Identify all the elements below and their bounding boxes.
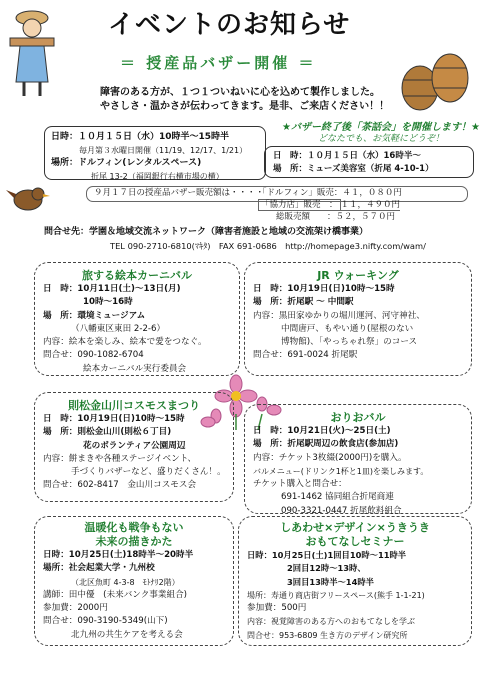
- sales-prefix: ９月１７日の授産品バザー販売額は・・・・: [94, 188, 265, 198]
- event-line: 2回目12時～13時、: [287, 563, 366, 574]
- event-line: 中間唐戸、もやい通り(屋根のない: [281, 323, 414, 334]
- sales-row-partner: [258, 199, 468, 211]
- page-subtitle: ＝ 授産品バザー開催 ＝: [120, 54, 317, 72]
- tea-party-date: 日 時：１０月１５日（水）16時半～: [273, 151, 421, 161]
- tea-party-box: [264, 146, 474, 178]
- event-card: [238, 516, 472, 646]
- event-line: 問合せ：953-6809 生き方のデザイン研究所: [247, 630, 408, 640]
- contact-line-2: TEL 090-2710-6810(ﾏｷﾀ) FAX 691-0686 http://homepage3.nifty.com/wam/: [110, 241, 426, 251]
- event-line: 問合せ：090-1082-6704: [43, 350, 144, 361]
- tea-party-headline: ★バザー終了後「茶話会」を開催します！★: [282, 122, 480, 133]
- event-card: [244, 262, 472, 376]
- event-line: 691-1462 協同組合折尾商連: [281, 492, 394, 503]
- event-line: 日 時：10月19日(日)10時～15時: [43, 414, 185, 424]
- event-line: 090-3321-0447 折尾飲料組合: [281, 505, 402, 516]
- event-card: [34, 516, 234, 646]
- event-card: [244, 404, 472, 514]
- event-line: 参加費：500円: [247, 603, 307, 614]
- event-line: 3回目13時半～14時半: [287, 576, 374, 587]
- bazaar-date: 日時：１０月１５日（水）10時半～15時半: [51, 132, 230, 142]
- event-line: 場 所：環境ミュージアム: [43, 310, 146, 321]
- event-line: 場 所：則松金山川(則松６丁目): [43, 427, 172, 438]
- event-line: 花のボランティア公園周辺: [83, 440, 186, 451]
- event-line: 講師：田中優 (未来バンク事業組合): [43, 589, 188, 600]
- sales-label: 「協力店」販売 ：: [258, 199, 341, 211]
- tea-party-place: 場 所：ミューズ美容室（折尾 4-10-1）: [273, 164, 434, 174]
- event-title: JR ウォーキング: [317, 269, 399, 282]
- sales-row-dolphin: [258, 187, 468, 199]
- event-line: 場所：社会起業大学・九州校: [43, 563, 155, 574]
- event-line: 日 時：10月11日(土)～13日(月): [43, 284, 181, 294]
- event-line: 内容：チケット3枚綴(2000円)を購入。: [253, 452, 407, 463]
- event-line: （八幡東区東田 2-2-6）: [71, 323, 166, 334]
- bazaar-address: 折尾 13-2（福岡銀行右横市場の横）: [91, 172, 224, 181]
- sales-row-total: [258, 211, 468, 223]
- event-line: 問合せ：090-3190-5349(山下): [43, 616, 168, 627]
- event-title: 温暖化も戦争もない 未来の描きかた: [84, 521, 184, 548]
- bazaar-regular-schedule: 毎月第３水曜日開催（11/19、12/17、1/21）: [79, 146, 248, 155]
- event-line: 絵本カーニバル実行委員会: [83, 363, 187, 374]
- bird-illustration: [6, 180, 52, 216]
- event-title: 則松金山川コスモスまつり: [68, 399, 200, 412]
- event-line: 日 時：10月19日(日)10時～15時: [253, 284, 395, 294]
- event-line: 内容：絵本を楽しみ、絵本で愛をつなぐ。: [43, 337, 207, 348]
- event-line: 内容：視覚障害のある方へのおもてなしを学ぶ: [247, 617, 415, 627]
- event-line: 10時～16時: [83, 297, 133, 308]
- bazaar-place: 場所：ドルフィン(レンタルスペース): [51, 158, 202, 168]
- tea-party-sub: どなたでも、お気軽にどうぞ！: [318, 134, 445, 144]
- sales-table: [258, 187, 468, 223]
- event-line: 問合せ：602-8417 金山川コスモス会: [43, 480, 197, 491]
- bazaar-info-box: [44, 126, 266, 180]
- event-line: （北区魚町 4-3-8 ﾓﾄﾅﾘ2階）: [71, 577, 180, 587]
- event-card: [34, 392, 234, 502]
- event-line: バルメニュー(ドリンク1杯と1皿)を楽しみます。: [253, 466, 429, 476]
- event-line: 問合せ：691-0024 折尾駅: [253, 350, 358, 361]
- event-line: 内容：黒田家ゆかりの堀川運河、河守神社、: [253, 310, 425, 321]
- intro-text: [100, 86, 389, 114]
- sales-label: 「ドルフィン」販売：: [258, 188, 343, 198]
- mascot-figure-illustration: [2, 2, 64, 98]
- event-line: 参加費：2000円: [43, 603, 108, 614]
- event-line: 場 所：折尾駅周辺の飲食店(参加店): [253, 439, 399, 450]
- barrels-illustration: [398, 38, 474, 114]
- sales-value: ５２，５７０円: [335, 212, 396, 222]
- sales-label: 総販売額 ：: [276, 212, 336, 222]
- sales-value: ４１，０８０円: [342, 188, 402, 198]
- sales-value: １１，４９０円: [340, 200, 401, 210]
- intro-line-2: やさしさ・温かさが伝わってきます。是非、ご来店ください！！: [100, 101, 390, 112]
- page-title: イベントのお知らせ: [108, 10, 351, 40]
- event-line: 手づくりバザーなど、盛りだくさん！。: [71, 467, 226, 478]
- event-card: [34, 262, 240, 376]
- event-line: 内容：餅まきや各種ステージイベント、: [43, 453, 197, 464]
- event-line: 博物館)、「やっちゃれ祭」のコース: [281, 337, 418, 348]
- event-line: 日時：10月25日(土)18時半～20時半: [43, 550, 194, 560]
- event-line: 場 所：折尾駅 ～ 中間駅: [253, 297, 354, 308]
- event-title: しあわせ×デザイン×うきうき おもてなしセミナー: [280, 521, 430, 548]
- contact-line-1: 問合せ先：学園＆地域交流ネットワーク（障害者施設と地域の交流架け橋事業）: [44, 227, 369, 237]
- intro-line-1: 障害のある方が、１つ１ついねいに心を込めて製作しました。: [100, 87, 380, 98]
- event-line: 場所：寿通り商店街フリースペース(熊手 1-1-21): [247, 590, 425, 600]
- event-line: 日 時：10月21日(火)～25日(土): [253, 426, 391, 436]
- event-line: 北九州の共生ケアを考える会: [71, 629, 183, 640]
- event-line: チケット購入と問合せ：: [253, 479, 347, 490]
- event-line: 日時：10月25日(土)1回目10時～11時半: [247, 550, 407, 560]
- event-title: おりおバル: [330, 411, 386, 424]
- event-title: 旅する絵本カーニバル: [82, 269, 192, 282]
